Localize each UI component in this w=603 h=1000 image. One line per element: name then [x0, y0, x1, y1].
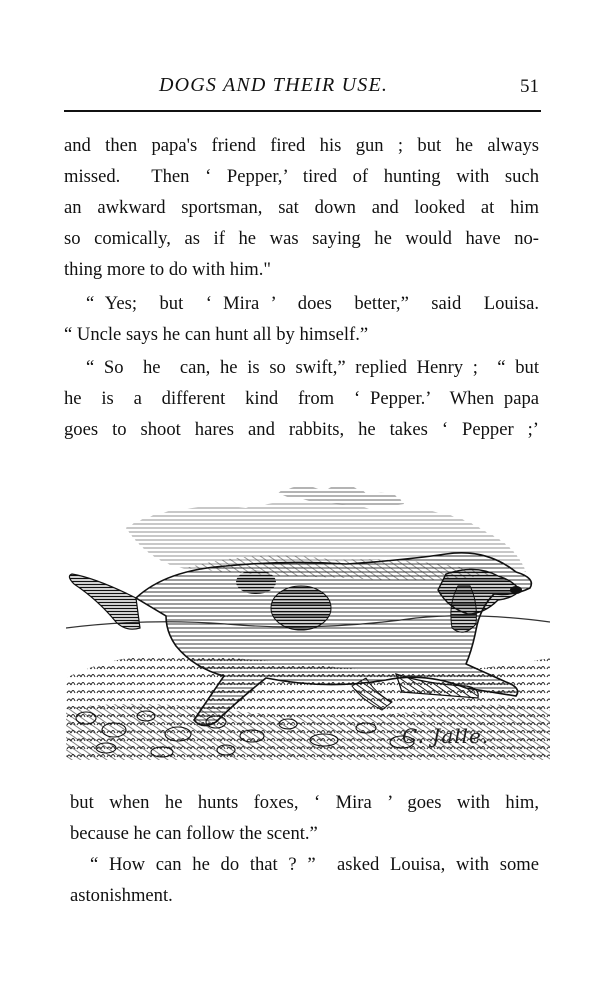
text-line: so comically, as if he was saying he would have no- — [64, 228, 539, 249]
dog-illustration — [66, 478, 550, 760]
page-number: 51 — [520, 76, 539, 97]
text-line: “ So he can, he is so swift,” replied Henry ; “ but — [86, 357, 539, 378]
text-line: goes to shoot hares and rabbits, he takes ‘ Pepper ;’ — [64, 419, 539, 440]
text-line: “ How can he do that ? ” asked Louisa, with some — [90, 854, 539, 875]
text-line: “ Uncle says he can hunt all by himself.” — [64, 324, 369, 345]
text-line: but when he hunts foxes, ‘ Mira ’ goes with him, — [70, 792, 539, 813]
text-line: and then papa's friend fired his gun ; but he always — [64, 135, 539, 156]
text-line: “ Yes; but ‘ Mira ’ does better,” said Louisa. — [86, 293, 539, 314]
text-line: an awkward sportsman, sat down and looked at him — [64, 197, 539, 218]
text-line: astonishment. — [70, 885, 173, 906]
header-rule — [64, 110, 541, 112]
running-title: DOGS AND THEIR USE. — [159, 74, 389, 96]
text-line: because he can follow the scent.” — [70, 823, 318, 844]
engraver-signature: C. Jalle. — [402, 724, 490, 748]
running-header — [64, 72, 541, 106]
text-line: missed. Then ‘ Pepper,’ tired of hunting with such — [64, 166, 539, 187]
text-line: thing more to do with him." — [64, 259, 271, 280]
text-line: he is a different kind from ‘ Pepper.’ When papa — [64, 388, 539, 409]
